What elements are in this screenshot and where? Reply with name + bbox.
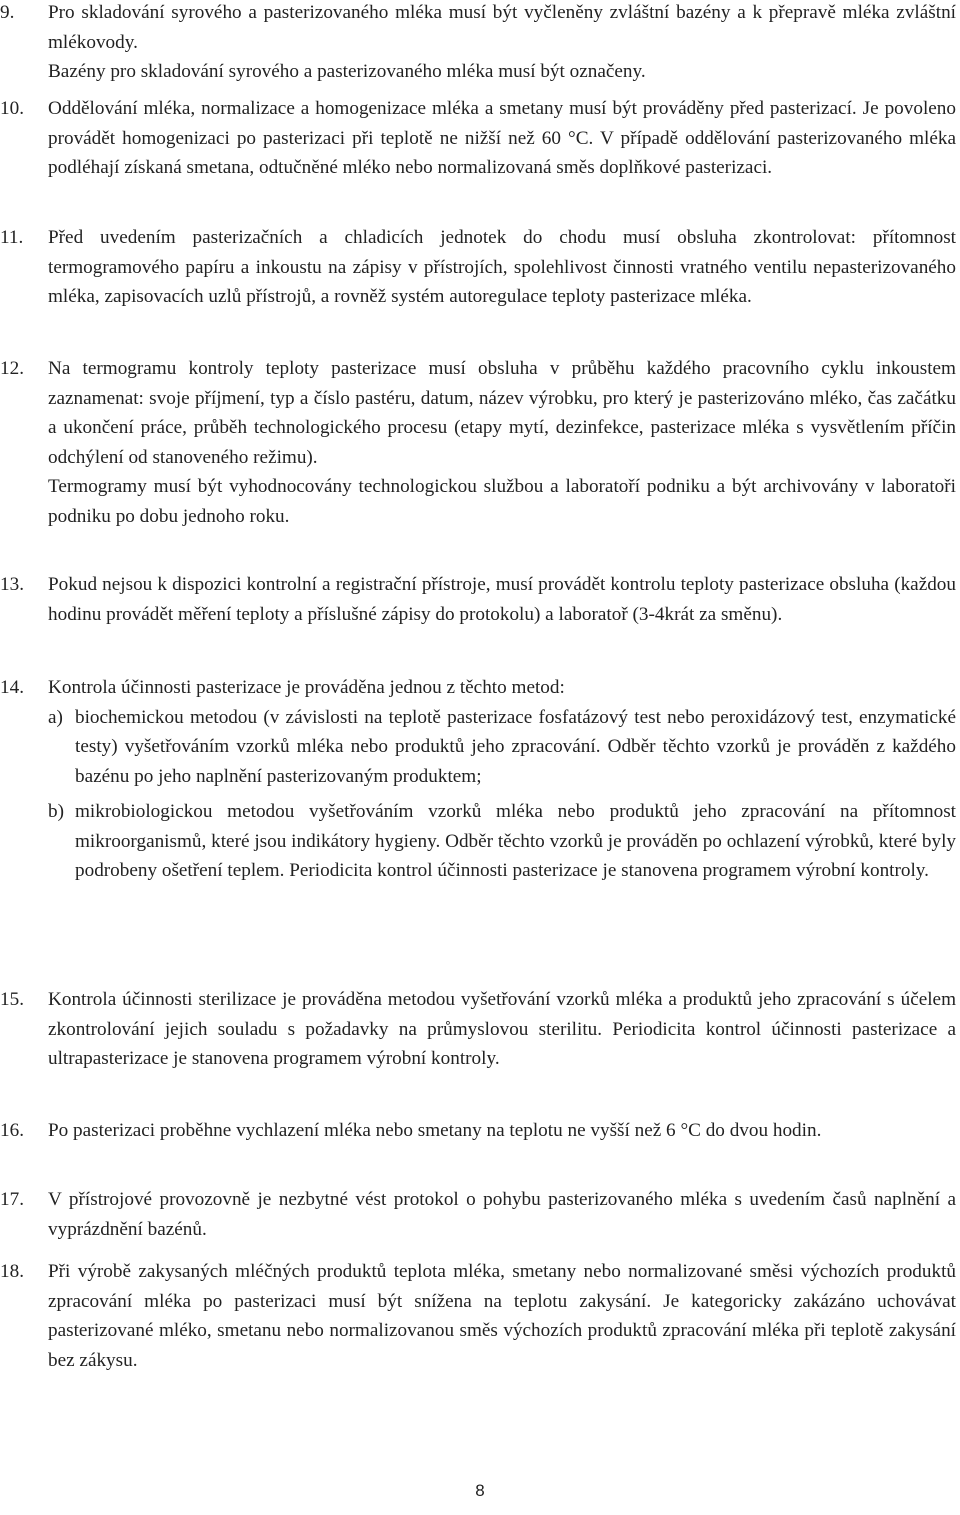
- subitem-label: a): [48, 706, 63, 728]
- item-body: [48, 94, 956, 183]
- item-body: [48, 1257, 956, 1375]
- item-body: [48, 223, 956, 312]
- item-number: 16.: [0, 1120, 24, 1141]
- paragraph: Kontrola účinnosti pasterizace je prováděna jednou z těchto metod:: [48, 677, 565, 698]
- item-number: 18.: [0, 1261, 24, 1282]
- subitem: [48, 703, 956, 792]
- item-body: [48, 673, 956, 886]
- page-number: 8: [475, 1481, 485, 1500]
- paragraph: Termogramy musí být vyhodnocovány technologickou službou a laboratoří podniku a být archivovány v laboratoři podniku po dobu jednoho roku.: [48, 476, 956, 527]
- paragraph: Před uvedením pasterizačních a chladicích jednotek do chodu musí obsluha zkontrolovat: přítomnost termogramového papíru a inkoustu na zápisy v přístrojích, spolehlivost činnosti vratného ventilu nepasterizovaného mléka, zapisovacích uzlů přístrojů, a rovněž systém autoregulace teploty pasterizace mléka.: [48, 227, 956, 307]
- paragraph: Pro skladování syrového a pasterizovaného mléka musí být vyčleněny zvláštní bazény a k přepravě mléka zvláštní mlékovody.: [48, 2, 956, 53]
- subitem-text: biochemickou metodou (v závislosti na teplotě pasterizace fosfatázový test nebo peroxidázový test, enzymatické testy) vyšetřováním vzorků mléka nebo produktů jeho zpracování. Odběr těchto vzorků je prováděn z každého bazénu po jeho naplnění pasterizovaným produktem;: [75, 706, 956, 787]
- item-body: [48, 354, 956, 531]
- item-number: 11.: [0, 227, 24, 248]
- paragraph: Pokud nejsou k dispozici kontrolní a registrační přístroje, musí provádět kontrolu teploty pasterizace obsluha (každou hodinu provádět měření teploty a příslušné zápisy do protokolu) a laboratoř (3-4krát za směnu).: [48, 574, 956, 625]
- paragraph: Po pasterizaci proběhne vychlazení mléka nebo smetany na teplotu ne vyšší než 6 °C do dvou hodin.: [48, 1120, 822, 1141]
- item-number: 12.: [0, 358, 24, 379]
- item-body: [48, 985, 956, 1074]
- item-number: 9.: [0, 2, 15, 23]
- item-body: [48, 1185, 956, 1244]
- paragraph: V přístrojové provozovně je nezbytné vést protokol o pohybu pasterizovaného mléka s uvedením časů naplnění a vyprázdnění bazénů.: [48, 1189, 956, 1240]
- item-number: 14.: [0, 677, 24, 698]
- subitem: [48, 797, 956, 886]
- item-number: 15.: [0, 989, 24, 1010]
- paragraph: Na termogramu kontroly teploty pasterizace musí obsluha v průběhu každého pracovního cyklu inkoustem zaznamenat: svoje příjmení, typ a číslo pastéru, datum, název výrobku, pro který je pasterizováno mléko, čas začátku a ukončení práce, průběh technologického procesu (etapy mytí, dezinfekce, pasterizace mléka s vysvětlením příčin odchýlení od stanoveného režimu).: [48, 358, 956, 468]
- subitem-label: b): [48, 801, 64, 822]
- item-number: 13.: [0, 574, 24, 595]
- subitem-text: mikrobiologickou metodou vyšetřováním vzorků mléka nebo produktů jeho zpracování na přítomnost mikroorganismů, které jsou indikátory hygieny. Odběr těchto vzorků je prováděn po ochlazení výrobků, které byly podrobeny ošetření teplem. Periodicita kontrol účinnosti pasterizace je stanovena programem výrobní kontroly.: [75, 801, 956, 881]
- paragraph: Při výrobě zakysaných mléčných produktů teplota mléka, smetany nebo normalizované směsi výchozích produktů zpracování mléka po pasterizaci musí být snížena na teplotu zakysání. Je kategoricky zakázáno uchovávat pasterizované mléko, smetanu nebo normalizovanou směs výchozích produktů zpracování mléka při teplotě zakysání bez zákysu.: [48, 1261, 956, 1371]
- paragraph: Oddělování mléka, normalizace a homogenizace mléka a smetany musí být prováděny před pasterizací. Je povoleno provádět homogenizaci po pasterizaci při teplotě ne nižší než 60 °C. V případě oddělování pasterizovaného mléka podléhají získaná smetana, odtučněné mléko nebo normalizovaná směs doplňkové pasterizaci.: [48, 98, 956, 178]
- paragraph: Kontrola účinnosti sterilizace je prováděna metodou vyšetřování vzorků mléka a produktů jeho zpracování s účelem zkontrolování jejich souladu s požadavky na průmyslovou sterilitu. Periodicita kontrol účinnosti pasterizace a ultrapasterizace je stanovena programem výrobní kontroly.: [48, 989, 956, 1069]
- item-body: [48, 0, 956, 87]
- item-body: [48, 1116, 956, 1146]
- item-number: 10.: [0, 98, 24, 119]
- item-body: [48, 570, 956, 629]
- item-number: 17.: [0, 1189, 24, 1210]
- paragraph: Bazény pro skladování syrového a pasterizovaného mléka musí být označeny.: [48, 61, 646, 82]
